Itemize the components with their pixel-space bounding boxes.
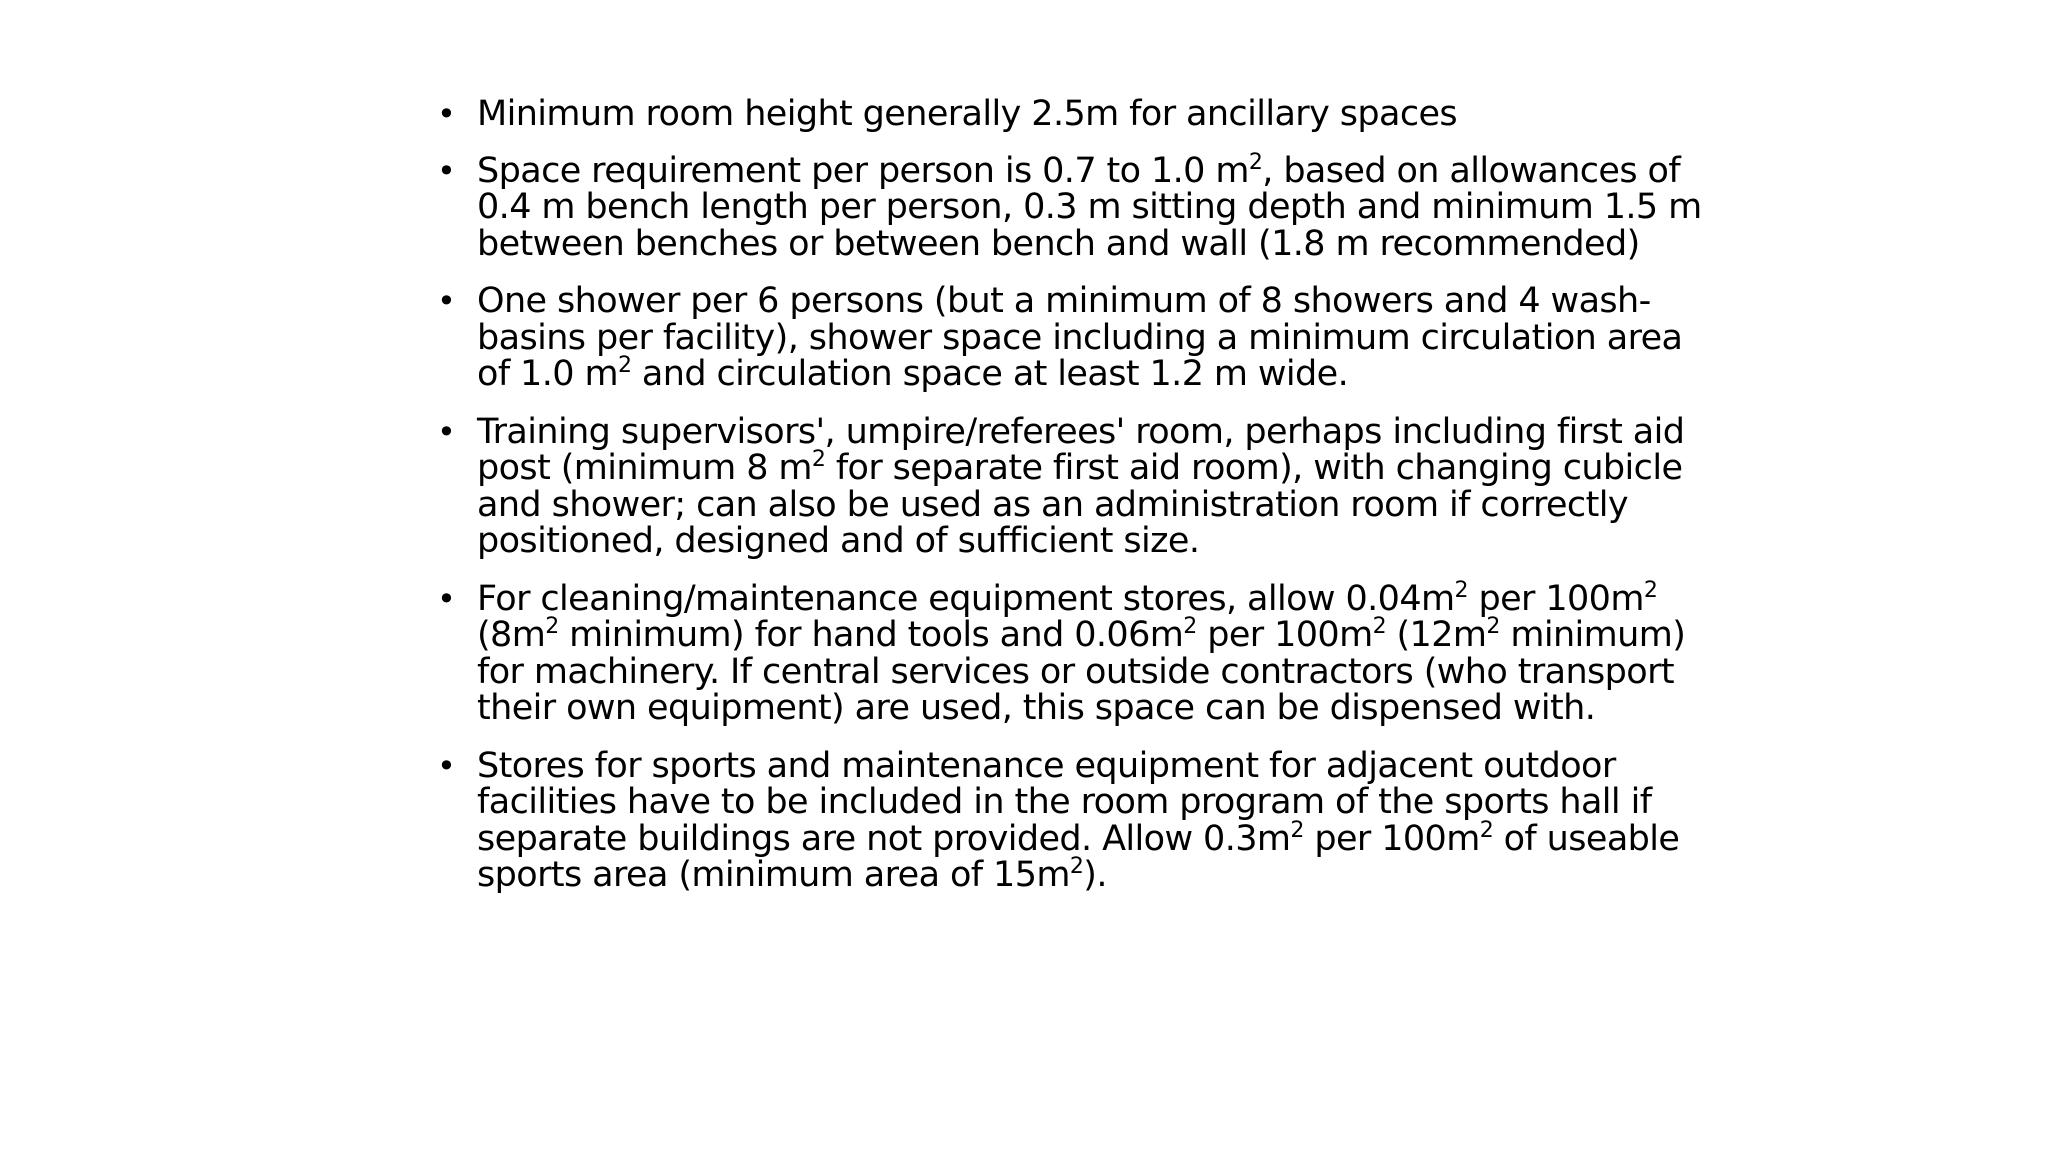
bullet-text-line xyxy=(477,283,1763,320)
text-segment: Training supervisors', umpire/referees' room, perhaps including first aid xyxy=(477,411,1685,452)
bullet-text-line xyxy=(477,745,1763,786)
bullet-text-line xyxy=(477,96,1763,133)
text-segment: ). xyxy=(1083,855,1107,895)
bullet-item xyxy=(433,577,1763,728)
text-segment: per 100m xyxy=(1196,615,1373,655)
text-segment: separate buildings are not provided. Allow 0.3m xyxy=(477,818,1291,859)
text-segment: per 100m xyxy=(1303,818,1480,859)
superscript: 2 xyxy=(1643,577,1658,603)
bullet-text-line xyxy=(477,854,1763,895)
text-segment: of useable xyxy=(1493,818,1680,859)
text-segment: minimum) xyxy=(1499,615,1686,655)
text-segment: of 1.0 m xyxy=(477,354,618,394)
bullet-item xyxy=(433,411,1763,561)
bullet-text-line xyxy=(477,189,1763,226)
bullet-icon: • xyxy=(437,95,456,133)
bullet-text-line xyxy=(477,651,1763,692)
text-segment: For cleaning/maintenance equipment stores, allow 0.04m xyxy=(477,578,1455,619)
bullet-text-line xyxy=(477,317,1763,358)
bullet-text-line xyxy=(477,817,1763,859)
bullet-item xyxy=(433,96,1763,133)
bullet-text-line xyxy=(477,614,1763,655)
text-segment: and circulation space at least 1.2 m wide. xyxy=(631,354,1349,394)
bullet-text-line xyxy=(477,223,1763,264)
text-segment: and shower; can also be used as an administration room if correctly xyxy=(477,484,1628,525)
text-segment: Minimum room height generally 2.5m for ancillary spaces xyxy=(477,94,1458,134)
text-segment: facilities have to be included in the room program of the sports hall if xyxy=(477,782,1652,822)
text-segment: Stores for sports and maintenance equipment for adjacent outdoor xyxy=(477,745,1616,786)
text-segment: post (minimum 8 m xyxy=(477,448,812,488)
text-segment: 0.4 m bench length per person, 0.3 m sitting depth and minimum 1.5 m xyxy=(477,187,1702,227)
text-segment: (8m xyxy=(477,615,546,655)
superscript: 2 xyxy=(545,614,559,639)
superscript: 2 xyxy=(1479,817,1494,843)
superscript: 2 xyxy=(1454,577,1468,603)
text-segment: sports area (minimum area of 15m xyxy=(477,855,1070,895)
bullet-text-line xyxy=(477,411,1763,452)
bullet-text-line xyxy=(477,577,1763,619)
text-segment: minimum) for hand tools and 0.06m xyxy=(558,615,1184,655)
bullet-icon: • xyxy=(437,746,456,785)
text-segment: One shower per 6 persons (but a minimum of 8 showers and 4 wash- xyxy=(477,281,1651,321)
bullet-list xyxy=(433,96,1763,915)
superscript: 2 xyxy=(1486,614,1500,639)
text-segment: Space requirement per person is 0.7 to 1.0 m xyxy=(477,150,1249,191)
text-segment: positioned, designed and of sufficient size. xyxy=(477,521,1200,561)
bullet-icon: • xyxy=(437,151,456,190)
bullet-text-line xyxy=(477,484,1763,525)
text-segment: , based on allowances of xyxy=(1262,150,1681,191)
superscript: 2 xyxy=(1372,614,1386,639)
superscript: 2 xyxy=(811,447,826,472)
bullet-text-line xyxy=(477,784,1763,821)
superscript: 2 xyxy=(1183,614,1197,639)
superscript: 2 xyxy=(1069,854,1084,879)
superscript: 2 xyxy=(1248,149,1263,175)
superscript: 2 xyxy=(617,353,632,378)
text-segment: their own equipment) are used, this space can be dispensed with. xyxy=(477,688,1596,728)
bullet-text-line xyxy=(477,447,1763,488)
bullet-text-line xyxy=(477,353,1763,394)
bullet-item xyxy=(433,149,1763,264)
text-segment: for machinery. If central services or outside contractors (who transport xyxy=(477,651,1675,692)
bullet-text-line xyxy=(477,690,1763,727)
bullet-text-line xyxy=(477,149,1763,191)
text-segment: basins per facility), shower space including a minimum circulation area xyxy=(477,317,1683,358)
bullet-icon: • xyxy=(437,412,456,451)
bullet-item xyxy=(433,745,1763,895)
bullet-text-line xyxy=(477,523,1763,560)
bullet-item xyxy=(433,283,1763,393)
text-segment: for separate first aid room), with changing cubicle xyxy=(825,448,1683,488)
bullet-icon: • xyxy=(437,579,456,618)
superscript: 2 xyxy=(1290,817,1304,843)
text-segment: per 100m xyxy=(1467,578,1644,619)
bullet-icon: • xyxy=(437,282,456,320)
text-segment: (12m xyxy=(1385,615,1487,655)
text-segment: between benches or between bench and wall (1.8 m recommended) xyxy=(477,223,1640,264)
